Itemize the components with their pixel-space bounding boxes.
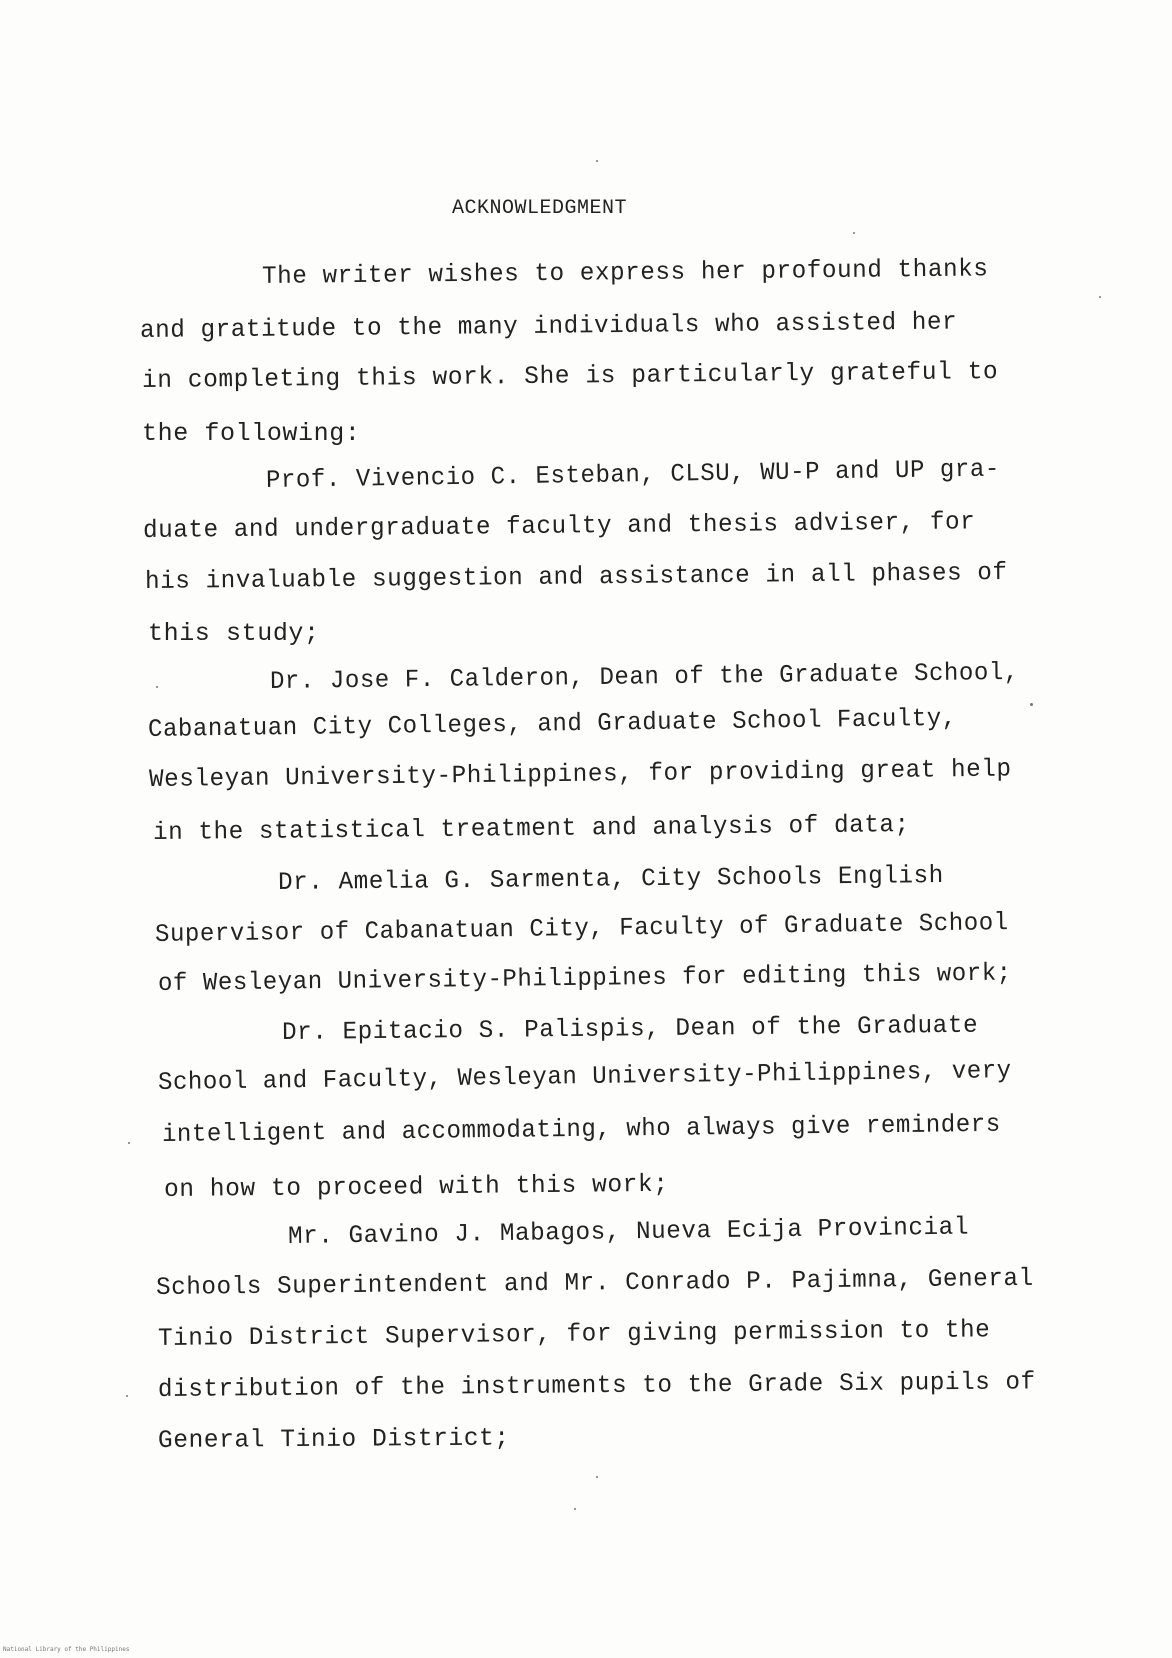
scan-speck [1099,296,1101,298]
scan-speck [156,686,158,688]
paragraph-line: his invaluable suggestion and assistance in all phases of [144,557,1008,596]
paragraph-line: Cabanatuan City Colleges, and Graduate School Faculty, [147,703,957,744]
paragraph-line: Tinio District Supervisor, for giving permission to the [157,1315,991,1353]
paragraph-line: this study; [148,619,320,648]
paragraph-line: on how to proceed with this work; [163,1169,669,1204]
paragraph-line: of Wesleyan University-Philippines for editing this work; [157,958,1012,998]
paragraph-line: the following: [142,419,361,448]
scan-speck [126,1395,128,1397]
paragraph-line: distribution of the instruments to the Grade Six pupils of [157,1367,1036,1404]
paragraph-line: The writer wishes to express her profound thanks [261,254,989,291]
paragraph-line: Wesleyan University-Philippines, for providing great help [148,754,1012,794]
paragraph-line: Prof. Vivencio C. Esteban, CLSU, WU-P and UP gra- [265,454,1001,495]
scan-speck [596,160,598,162]
paragraph-line: Dr. Amelia G. Sarmenta, City Schools English [277,861,945,897]
paragraph-line: Supervisor of Cabanatuan City, Faculty of Graduate School [154,908,1009,949]
paragraph-line: intelligent and accommodating, who always give reminders [161,1109,1001,1149]
scan-speck [596,1476,598,1478]
scan-speck [574,1508,576,1510]
scan-speck [853,232,855,234]
scan-speck [128,1142,130,1144]
paragraph-line: Dr. Epitacio S. Palispis, Dean of the Graduate [281,1010,979,1047]
page-title: ACKNOWLEDGMENT [452,197,628,220]
paragraph-line: School and Faculty, Wesleyan University-Philippines, very [157,1056,1012,1097]
paragraph-line: General Tinio District; [157,1423,510,1455]
paragraph-line: in completing this work. She is particularly grateful to [141,357,999,395]
paragraph-line: duate and undergraduate faculty and thesis adviser, for [142,507,976,545]
paragraph-line: Mr. Gavino J. Mabagos, Nueva Ecija Provincial [287,1212,970,1251]
scan-speck [1030,703,1033,706]
paragraph-line: and gratitude to the many individuals who assisted her [139,307,958,345]
paragraph-line: in the statistical treatment and analysis of data; [152,810,910,847]
paragraph-line: Schools Superintendent and Mr. Conrado P. Pajimna, General [155,1263,1034,1302]
paragraph-line: Dr. Jose F. Calderon, Dean of the Graduate School, [269,657,1020,696]
scan-footer-text: National Library of the Philippines [3,1646,130,1653]
